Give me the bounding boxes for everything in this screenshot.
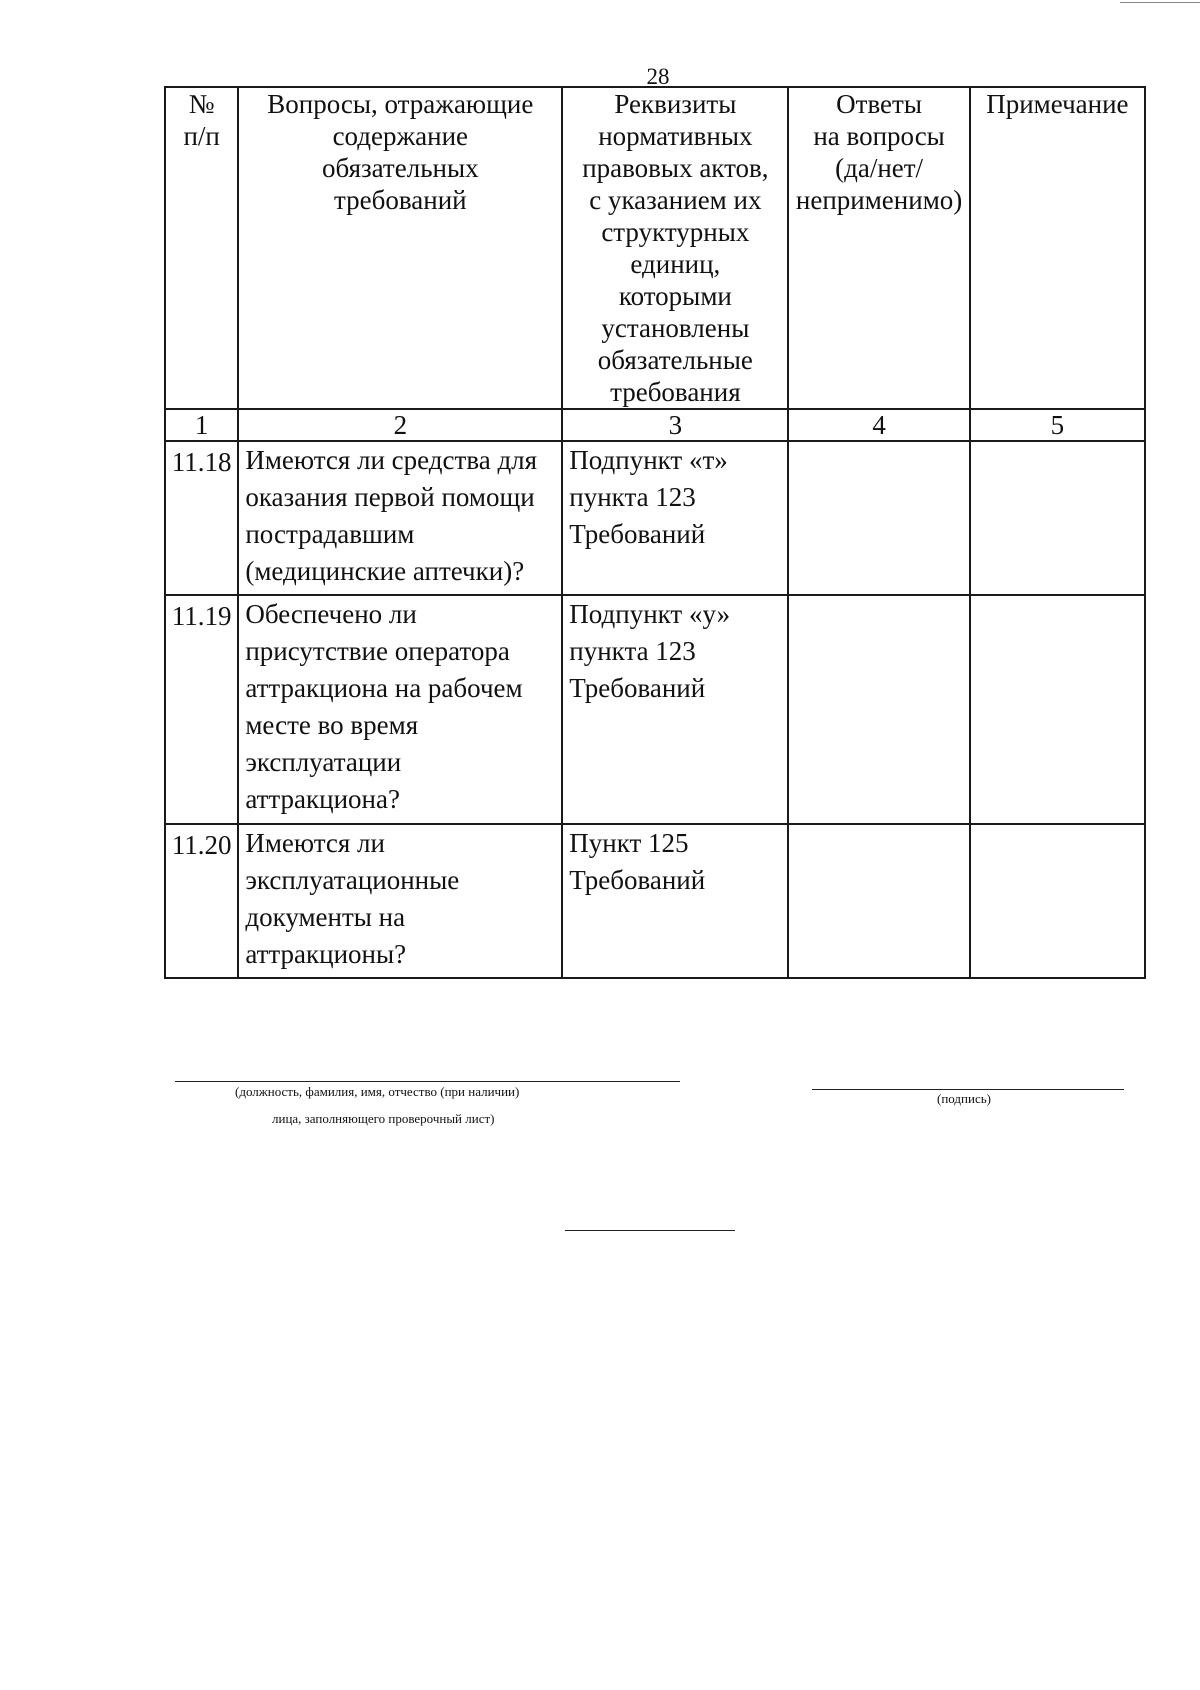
row-number: 11.20	[165, 824, 238, 978]
row-requisites: Пункт 125 Требований	[562, 824, 788, 978]
table-row	[165, 824, 1145, 978]
row-number: 11.18	[165, 441, 238, 595]
row-answer[interactable]	[788, 595, 969, 824]
row-answer[interactable]	[788, 824, 969, 978]
row-question: Обеспечено ли присутствие оператора аттракциона на рабочем месте во время эксплуатации аттракциона?	[238, 595, 562, 824]
column-number-row	[165, 409, 1145, 441]
row-requisites: Подпункт «у» пункта 123 Требований	[562, 595, 788, 824]
column-number: 2	[238, 409, 562, 441]
column-number: 3	[562, 409, 788, 441]
row-note[interactable]	[970, 824, 1145, 978]
column-number: 5	[970, 409, 1145, 441]
header-row	[165, 87, 1145, 409]
position-caption-line1: (должность, фамилия, имя, отчество (при наличии)	[235, 1084, 520, 1099]
table-row	[165, 441, 1145, 595]
row-note[interactable]	[970, 441, 1145, 595]
signature-line	[812, 1089, 1124, 1090]
header-questions: Вопросы, отражающие содержание обязательных требований	[238, 87, 562, 409]
header-number: № п/п	[165, 87, 238, 409]
row-requisites: Подпункт «т» пункта 123 Требований	[562, 441, 788, 595]
row-note[interactable]	[970, 595, 1145, 824]
top-edge-rule	[1120, 2, 1200, 3]
row-number: 11.19	[165, 595, 238, 824]
signature-caption: (подпись)	[937, 1091, 991, 1106]
position-caption-line2: лица, заполняющего проверочный лист)	[272, 1111, 495, 1126]
row-answer[interactable]	[788, 441, 969, 595]
column-number: 4	[788, 409, 969, 441]
closing-rule	[565, 1230, 735, 1231]
header-note: Примечание	[970, 87, 1145, 409]
page-number: 28	[646, 64, 670, 89]
column-number: 1	[165, 409, 238, 441]
checklist-table	[164, 86, 1146, 979]
row-question: Имеются ли эксплуатационные документы на аттракционы?	[238, 824, 562, 978]
row-question: Имеются ли средства для оказания первой помощи пострадавшим (медицинские аптечки)?	[238, 441, 562, 595]
header-requisites: Реквизиты нормативных правовых актов, с указанием их структурных единиц, которыми установлены обязательные требования	[562, 87, 788, 409]
position-name-line	[175, 1081, 680, 1082]
table-row	[165, 595, 1145, 824]
header-answers: Ответы на вопросы (да/нет/ неприменимо)	[788, 87, 969, 409]
